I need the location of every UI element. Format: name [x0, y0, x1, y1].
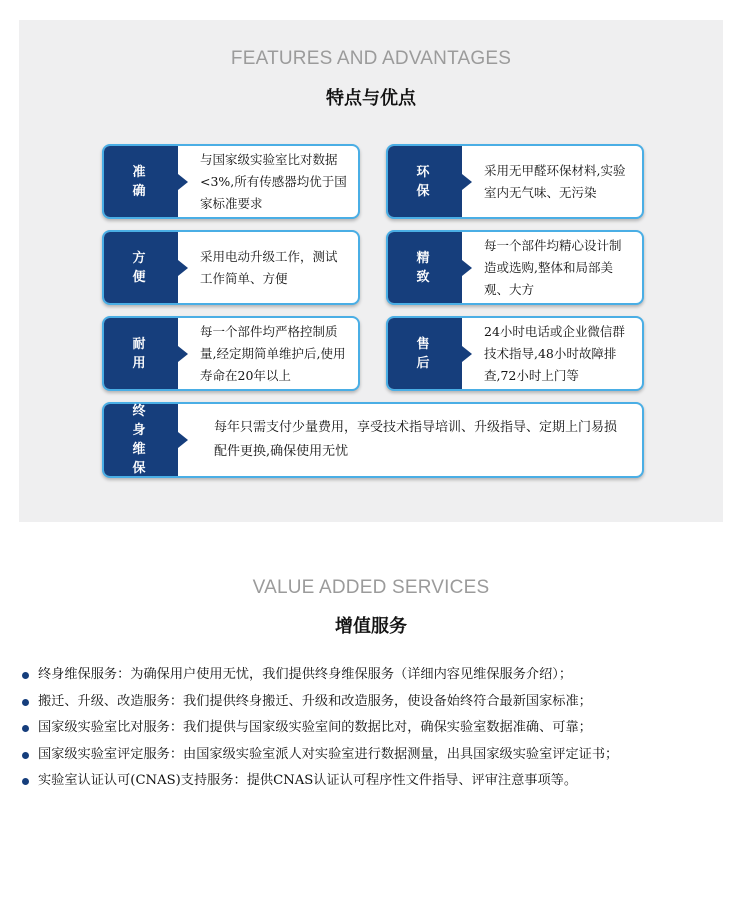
- feature-label: 耐 用: [104, 318, 178, 389]
- feature-label: 终 身 维 保: [104, 404, 178, 476]
- chevron-right-icon: [178, 432, 188, 448]
- bullet-icon: [22, 778, 29, 785]
- features-title-cn: 特点与优点: [326, 88, 416, 109]
- features-section: [19, 20, 723, 522]
- feature-description: 24小时电话或企业微信群技术指导,48小时故障排查,72小时上门等: [484, 323, 625, 383]
- feature-card-craftsmanship: [386, 230, 644, 305]
- bullet-icon: [22, 672, 29, 679]
- list-item: 实验室认证认可(CNAS)支持服务：提供CNAS认证认可程序性文件指导、评审注意事项等。: [22, 768, 732, 795]
- feature-label: 准 确: [104, 146, 178, 217]
- chevron-right-icon: [178, 346, 188, 362]
- feature-card-after-sales: [386, 316, 644, 391]
- feature-description: 每一个部件均严格控制质量,经定期简单维护后,使用寿命在20年以上: [200, 323, 346, 383]
- list-item: 国家级实验室比对服务：我们提供与国家级实验室间的数据比对，确保实验室数据准确、可靠；: [22, 715, 732, 742]
- services-list: [22, 662, 732, 795]
- services-title-cn: 增值服务: [335, 616, 407, 637]
- chevron-right-icon: [462, 346, 472, 362]
- feature-card-eco: [386, 144, 644, 219]
- feature-label: 售 后: [388, 318, 462, 389]
- chevron-right-icon: [462, 174, 472, 190]
- list-item: 国家级实验室评定服务：由国家级实验室派人对实验室进行数据测量，出具国家级实验室评定证书；: [22, 742, 732, 769]
- bullet-icon: [22, 725, 29, 732]
- services-title-en: VALUE ADDED SERVICES: [252, 577, 490, 598]
- chevron-right-icon: [178, 260, 188, 276]
- features-title-en: FEATURES AND ADVANTAGES: [230, 48, 512, 69]
- feature-card-accuracy: [102, 144, 360, 219]
- feature-description: 每年只需支付少量费用，享受技术指导培训、升级指导、定期上门易损配件更换,确保使用无忧: [214, 420, 618, 459]
- feature-card-lifetime-maintenance: [102, 402, 644, 478]
- feature-label: 方 便: [104, 232, 178, 303]
- chevron-right-icon: [462, 260, 472, 276]
- feature-card-convenience: [102, 230, 360, 305]
- feature-label: 环 保: [388, 146, 462, 217]
- chevron-right-icon: [178, 174, 188, 190]
- feature-description: 采用电动升级工作，测试工作简单、方便: [200, 248, 338, 286]
- feature-label: 精 致: [388, 232, 462, 303]
- feature-description: 采用无甲醛环保材料,实验室内无气味、无污染: [484, 162, 626, 200]
- bullet-icon: [22, 699, 29, 706]
- feature-description: 与国家级实验室比对数据<3%,所有传感器均优于国家标准要求: [200, 151, 347, 211]
- list-item: 搬迁、升级、改造服务：我们提供终身搬迁、升级和改造服务，使设备始终符合最新国家标准；: [22, 689, 732, 716]
- feature-card-durability: [102, 316, 360, 391]
- list-item: 终身维保服务：为确保用户使用无忧，我们提供终身维保服务（详细内容见维保服务介绍）；: [22, 662, 732, 689]
- bullet-icon: [22, 752, 29, 759]
- feature-description: 每一个部件均精心设计制造或选购,整体和局部美观、大方: [484, 237, 622, 297]
